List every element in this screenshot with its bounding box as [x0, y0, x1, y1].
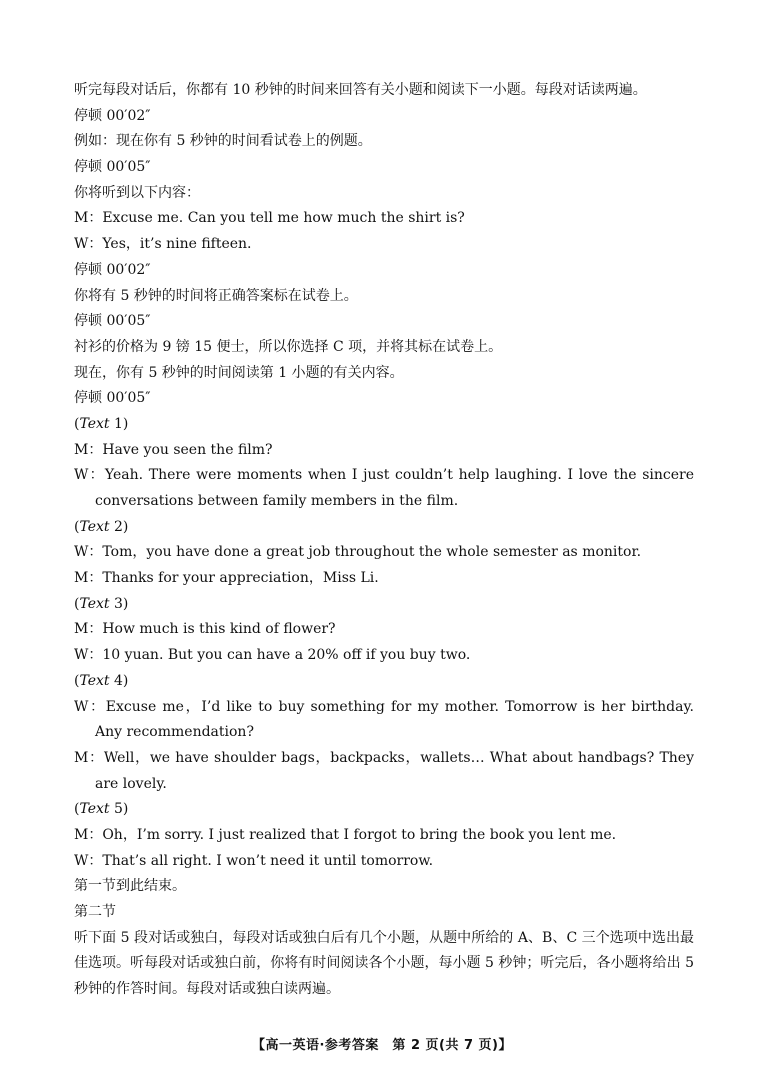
text-label-1: (Text 1)	[74, 415, 129, 432]
pause-line: 停顿 00′05″	[74, 313, 151, 330]
intro-line: 你将听到以下内容：	[74, 184, 200, 201]
dialogue-line: M：Well，we have shoulder bags，backpacks，wallets… What about handbags? They are lovely.	[74, 749, 694, 792]
text-label-2: (Text 2)	[74, 518, 129, 535]
pause-line: 停顿 00′02″	[74, 261, 151, 278]
dialogue-line: M：Thanks for your appreciation，Miss Li.	[74, 570, 379, 587]
pause-line: 停顿 00′05″	[74, 390, 151, 407]
dialogue-line: W：10 yuan. But you can have a 20% off if you buy two.	[74, 647, 471, 664]
dialogue-line: W：Yeah. There were moments when I just couldn’t help laughing. I love the sincere conversations between family members in the film.	[74, 467, 694, 510]
dialogue-line: M：Excuse me. Can you tell me how much the shirt is?	[74, 210, 465, 227]
dialogue-line: W：Excuse me，I’d like to buy something for my mother. Tomorrow is her birthday. Any recommendation?	[74, 698, 694, 741]
page-footer: 【高一英语·参考答案 第 2 页(共 7 页)】	[251, 1038, 513, 1053]
instruction-line: 听完每段对话后，你都有 10 秒钟的时间来回答有关小题和阅读下一小题。每段对话读两遍。	[74, 82, 647, 98]
section-instructions: 听下面 5 段对话或独白，每段对话或独白后有几个小题，从题中所给的 A、B、C 三个选项中选出最佳选项。听每段对话或独白前，你将有时间阅读各个小题，每小题 5 秒钟；听完后，各小题将给出 5 秒钟的作答时间。每段对话或独白读两遍。	[74, 929, 694, 998]
instruction-line: 你将有 5 秒钟的时间将正确答案标在试卷上。	[74, 287, 358, 304]
dialogue-line: W：Tom，you have done a great job throughout the whole semester as monitor.	[74, 544, 642, 561]
dialogue-line: W：That’s all right. I won’t need it until tomorrow.	[74, 852, 434, 869]
example-line: 例如：现在你有 5 秒钟的时间看试卷上的例题。	[74, 133, 372, 150]
explanation-line: 衬衫的价格为 9 镑 15 便士，所以你选择 C 项，并将其标在试卷上。	[74, 338, 503, 355]
pause-line: 停顿 00′05″	[74, 159, 151, 176]
text-label-4: (Text 4)	[74, 672, 129, 689]
dialogue-line: M：Oh，I’m sorry. I just realized that I forgot to bring the book you lent me.	[74, 827, 617, 844]
text-label-3: (Text 3)	[74, 595, 129, 612]
pause-line: 停顿 00′02″	[74, 107, 151, 124]
instruction-line: 现在，你有 5 秒钟的时间阅读第 1 小题的有关内容。	[74, 364, 404, 381]
dialogue-line: W：Yes，it’s nine fifteen.	[74, 236, 252, 253]
dialogue-line: M：How much is this kind of flower?	[74, 621, 336, 638]
text-label-5: (Text 5)	[74, 801, 129, 818]
section-heading: 第二节	[74, 904, 116, 921]
dialogue-line: M：Have you seen the film?	[74, 441, 273, 458]
section-end-line: 第一节到此结束。	[74, 878, 186, 895]
